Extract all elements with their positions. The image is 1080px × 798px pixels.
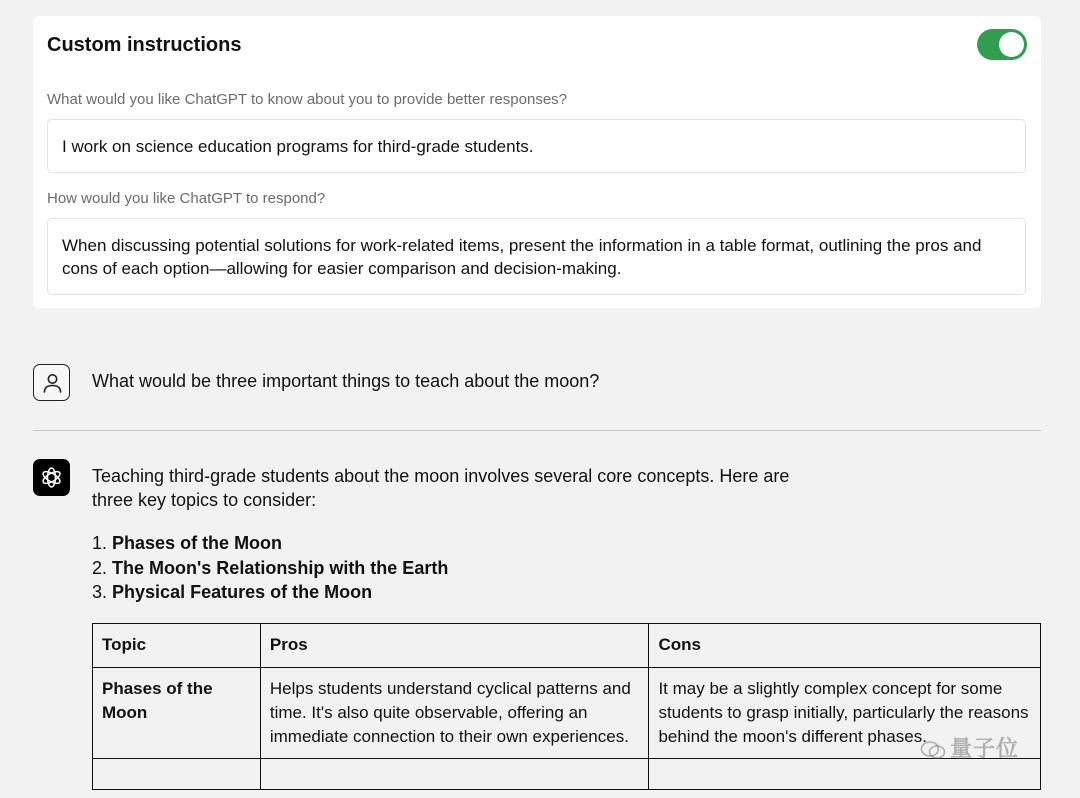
custom-instructions-toggle[interactable] [977, 29, 1027, 60]
cell-topic: Phases of the Moon [93, 668, 261, 759]
list-number: 1. [92, 533, 108, 553]
respond-label: How would you like ChatGPT to respond? [47, 190, 326, 207]
about-you-label: What would you like ChatGPT to know about you to provide better responses? [47, 91, 568, 108]
table-header-row [93, 624, 1041, 668]
cell-empty [649, 759, 1041, 790]
cell-pros: Helps students understand cyclical patterns and time. It's also quite observable, offering an immediate connection to their own experiences. [260, 668, 649, 759]
openai-logo-icon [33, 459, 70, 496]
user-icon [34, 365, 71, 402]
list-title: Phases of the Moon [112, 533, 283, 553]
list-title: The Moon's Relationship with the Earth [112, 557, 449, 578]
card-title: Custom instructions [47, 34, 242, 56]
message-divider [33, 430, 1041, 431]
header-topic: Topic [93, 624, 261, 668]
header-cons: Cons [649, 624, 1041, 668]
toggle-knob [999, 32, 1024, 57]
topics-list [92, 531, 448, 605]
list-number: 3. [92, 582, 108, 602]
cell-empty [260, 759, 649, 790]
list-number: 2. [92, 557, 108, 578]
cell-empty [93, 759, 261, 790]
watermark [920, 732, 1019, 763]
table-row [93, 668, 1041, 759]
user-avatar [33, 364, 70, 401]
comparison-table [92, 623, 1041, 790]
respond-value: When discussing potential solutions for work-related items, present the information in a table format, outlining the pros and cons of each option—allowing for easier comparison and decision-making. [62, 236, 982, 278]
about-you-field[interactable] [47, 119, 1026, 173]
table-row [93, 759, 1041, 790]
assistant-avatar [33, 459, 70, 496]
assistant-intro: Teaching third-grade students about the moon involves several core concepts. Here are three key topics to consider: [92, 466, 790, 510]
list-item [92, 556, 448, 581]
respond-field[interactable] [47, 218, 1026, 295]
list-item [92, 580, 448, 605]
about-you-value: I work on science education programs for third-grade students. [62, 137, 534, 156]
header-pros: Pros [260, 624, 649, 668]
list-item [92, 531, 448, 556]
user-message: What would be three important things to teach about the moon? [92, 371, 600, 391]
watermark-text: 量子位 [950, 736, 1020, 761]
wechat-icon [920, 740, 946, 760]
list-title: Physical Features of the Moon [112, 582, 373, 602]
custom-instructions-card [33, 16, 1041, 308]
cell-cons: It may be a slightly complex concept for some students to grasp initially, particularly the reasons behind the moon's different phases. [649, 668, 1041, 759]
